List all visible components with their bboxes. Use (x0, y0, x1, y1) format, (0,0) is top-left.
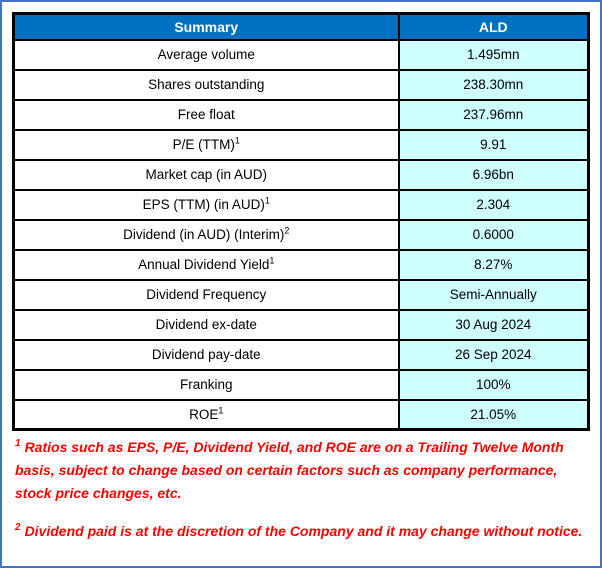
metric-label-cell (14, 280, 399, 310)
summary-table (12, 12, 590, 431)
footnote-text-1: Ratios such as EPS, P/E, Dividend Yield, and ROE are on a Trailing Twelve Month basis, subject to change based on certain factors such as company performance, stock price changes, etc. (15, 439, 564, 501)
metric-label: Average volume (157, 47, 255, 62)
metric-value-cell: 6.96bn (399, 160, 589, 190)
metric-label: Market cap (in AUD) (145, 167, 268, 182)
metric-value-cell: 0.6000 (399, 220, 589, 250)
table-row (14, 130, 589, 160)
metric-value-cell: 26 Sep 2024 (399, 340, 589, 370)
table-header-row (14, 14, 589, 40)
footnote-marker: 2 (284, 225, 290, 236)
table-row (14, 250, 589, 280)
metric-value-cell: 100% (399, 370, 589, 400)
metric-label-cell (14, 400, 399, 430)
metric-label: Dividend Frequency (146, 287, 267, 302)
ticker-column-header: ALD (399, 14, 589, 40)
footnote-marker: 1 (234, 135, 240, 146)
metric-label-cell (14, 70, 399, 100)
metric-label-cell (14, 340, 399, 370)
metric-label: Annual Dividend Yield (138, 257, 270, 272)
footnote-marker: 1 (264, 195, 270, 206)
footnote-marker: 1 (218, 405, 224, 416)
metric-label: Dividend ex-date (155, 317, 257, 332)
metric-label: Dividend (in AUD) (Interim) (123, 227, 285, 242)
metric-value-cell: 8.27% (399, 250, 589, 280)
metric-label-cell (14, 130, 399, 160)
metric-label-cell (14, 190, 399, 220)
footnote-marker: 1 (269, 255, 275, 266)
metric-label-cell (14, 370, 399, 400)
metric-label: EPS (TTM) (in AUD) (142, 197, 265, 212)
metric-label-cell (14, 310, 399, 340)
metric-label-cell (14, 220, 399, 250)
metric-label: ROE (189, 406, 219, 422)
metric-value-cell: 30 Aug 2024 (399, 310, 589, 340)
metric-value-cell: 2.304 (399, 190, 589, 220)
metric-value-cell: 9.91 (399, 130, 589, 160)
table-row (14, 190, 589, 220)
metric-value-cell: 237.96mn (399, 100, 589, 130)
metric-value-cell: 238.30mn (399, 70, 589, 100)
table-row (14, 280, 589, 310)
metric-value-cell: Semi-Annually (399, 280, 589, 310)
table-row (14, 310, 589, 340)
table-row (14, 400, 589, 430)
metric-value-cell: 21.05% (399, 400, 589, 430)
footnote-text-2: Dividend paid is at the discretion of the Company and it may change without notice. (24, 523, 583, 539)
footnotes-section (12, 436, 590, 543)
footnote-marker-1: 1 (15, 438, 21, 450)
metric-label-cell (14, 100, 399, 130)
table-row (14, 160, 589, 190)
table-row (14, 40, 589, 70)
metric-label: Dividend pay-date (151, 347, 261, 362)
metric-label: Shares outstanding (148, 77, 265, 92)
footnote-marker-2: 2 (15, 522, 21, 534)
metric-label-cell (14, 250, 399, 280)
table-row (14, 340, 589, 370)
metric-label: Franking (179, 377, 233, 392)
table-row (14, 100, 589, 130)
summary-column-header: Summary (14, 14, 399, 40)
table-row (14, 370, 589, 400)
table-row (14, 220, 589, 250)
table-row (14, 70, 589, 100)
metric-label: P/E (TTM) (172, 137, 235, 152)
metric-label: Free float (177, 107, 235, 122)
metric-value-cell: 1.495mn (399, 40, 589, 70)
footnote-ttm (15, 436, 590, 505)
metric-label-cell (14, 40, 399, 70)
footnote-dividend (15, 520, 590, 543)
metric-label-cell (14, 160, 399, 190)
